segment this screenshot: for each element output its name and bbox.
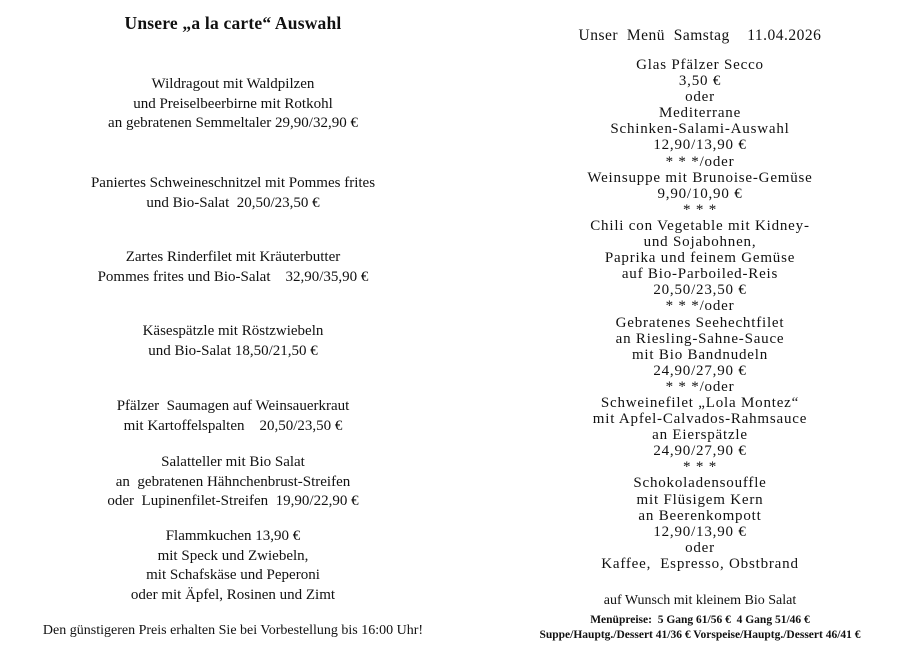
daily-menu-courses bbox=[500, 57, 900, 572]
menu-prices-line: Suppe/Hauptg./Dessert 41/36 € Vorspeise/Hauptg./Dessert 46/41 € bbox=[539, 629, 861, 641]
daily-menu-title: Unser Menü Samstag 11.04.2026 bbox=[578, 27, 822, 44]
menu-line: und Sojabohnen, bbox=[643, 234, 757, 251]
dish-line: an gebratenen Semmeltaler 29,90/32,90 € bbox=[108, 115, 358, 131]
dish-rinderfilet bbox=[0, 248, 466, 287]
dish-line: mit Speck und Zwiebeln, bbox=[157, 547, 309, 564]
salad-note: auf Wunsch mit kleinem Bio Salat bbox=[603, 593, 797, 608]
dish-saumagen bbox=[0, 397, 466, 436]
a-la-carte-title: Unsere „a la carte“ Auswahl bbox=[124, 13, 342, 33]
menu-line: Paprika und feinem Gemüse bbox=[604, 250, 796, 267]
menu-line: mit Flüsigem Kern bbox=[636, 491, 764, 508]
dish-line: mit Kartoffelspalten 20,50/23,50 € bbox=[123, 417, 343, 434]
menu-line: Schweinefilet „Lola Montez“ bbox=[600, 394, 800, 411]
dish-line: Wildragout mit Waldpilzen bbox=[151, 76, 315, 92]
dish-wildragout bbox=[0, 75, 466, 134]
menu-line: an Eierspätzle bbox=[652, 427, 748, 444]
menu-line: * * */oder bbox=[665, 378, 735, 395]
preorder-note: Den günstigeren Preis erhalten Sie bei Vorbestellung bis 16:00 Uhr! bbox=[42, 623, 424, 638]
dish-kaesespaetzle bbox=[0, 322, 466, 361]
menu-line: 9,90/10,90 € bbox=[657, 185, 743, 202]
dish-line: Pfälzer Saumagen auf Weinsauerkraut bbox=[116, 398, 350, 414]
menu-line: Kaffee, Espresso, Obstbrand bbox=[601, 555, 799, 572]
menu-line: 24,90/27,90 € bbox=[653, 362, 747, 379]
menu-line: * * * bbox=[683, 459, 717, 476]
menu-line: Mediterrane bbox=[658, 105, 742, 122]
dish-line: oder mit Äpfel, Rosinen und Zimt bbox=[130, 586, 336, 603]
menu-line: oder bbox=[685, 539, 715, 556]
dish-line: Paniertes Schweineschnitzel mit Pommes frites bbox=[90, 175, 376, 191]
menu-line: an Riesling-Sahne-Sauce bbox=[615, 330, 785, 347]
dish-line: und Bio-Salat 20,50/23,50 € bbox=[146, 194, 320, 211]
dish-line: Flammkuchen 13,90 € bbox=[165, 528, 301, 544]
dish-line: und Preiselbeerbirne mit Rotkohl bbox=[133, 95, 333, 112]
menu-line: Schokoladensouffle bbox=[633, 475, 767, 492]
menu-line: Weinsuppe mit Brunoise-Gemüse bbox=[587, 169, 813, 186]
dish-salatteller bbox=[0, 453, 466, 512]
menu-line: 12,90/13,90 € bbox=[653, 523, 747, 540]
menu-line: 24,90/27,90 € bbox=[653, 443, 747, 460]
dish-line: Käsespätzle mit Röstzwiebeln bbox=[142, 323, 324, 339]
menu-line: * * */oder bbox=[665, 153, 735, 170]
menu-line: * * * bbox=[683, 201, 717, 218]
dish-line: Salatteller mit Bio Salat bbox=[161, 454, 305, 470]
menu-line: an Beerenkompott bbox=[638, 507, 762, 524]
menu-line: 20,50/23,50 € bbox=[653, 282, 747, 299]
dish-line: Zartes Rinderfilet mit Kräuterbutter bbox=[125, 249, 341, 265]
menu-line: oder bbox=[685, 89, 715, 106]
dish-line: und Bio-Salat 18,50/21,50 € bbox=[148, 342, 318, 359]
menu-line: Glas Pfälzer Secco bbox=[636, 57, 764, 73]
menu-line: mit Bio Bandnudeln bbox=[631, 346, 769, 363]
menu-line: Schinken-Salami-Auswahl bbox=[610, 121, 790, 138]
dish-flammkuchen bbox=[0, 527, 466, 605]
dish-line: Pommes frites und Bio-Salat 32,90/35,90 € bbox=[97, 268, 369, 285]
menu-line: mit Apfel-Calvados-Rahmsauce bbox=[592, 411, 808, 428]
dish-line: oder Lupinenfilet-Streifen 19,90/22,90 € bbox=[107, 493, 359, 509]
menu-line: 3,50 € bbox=[678, 73, 722, 90]
dish-schnitzel bbox=[0, 174, 466, 213]
menu-line: Chili con Vegetable mit Kidney- bbox=[590, 217, 810, 234]
menu-prices-line: Menüpreise: 5 Gang 61/56 € 4 Gang 51/46 € bbox=[590, 614, 810, 626]
menu-line: Gebratenes Seehechtfilet bbox=[615, 314, 785, 331]
menu-line: 12,90/13,90 € bbox=[653, 137, 747, 154]
dish-line: an gebratenen Hähnchenbrust-Streifen bbox=[115, 473, 351, 490]
menu-line: auf Bio-Parboiled-Reis bbox=[621, 266, 779, 283]
menu-line: * * */oder bbox=[665, 298, 735, 315]
dish-line: mit Schafskäse und Peperoni bbox=[146, 567, 320, 583]
